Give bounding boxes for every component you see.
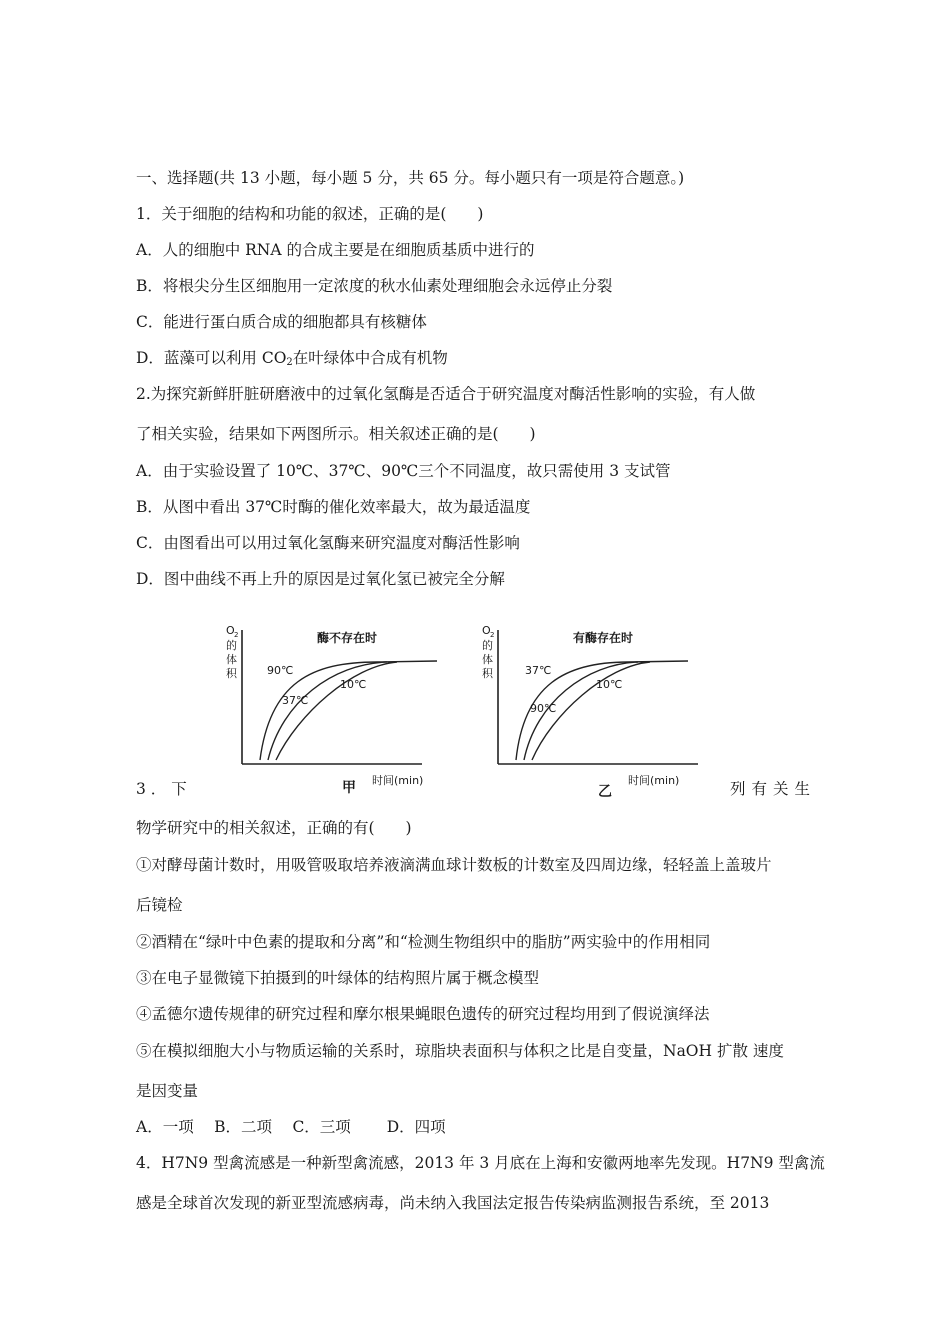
q1-option-d-sub: 2 bbox=[286, 357, 293, 368]
q3-item-1-cont: 后镜检 bbox=[136, 896, 183, 914]
q4-line2: 感是全球首次发现的新亚型流感病毒，尚未纳入我国法定报告传染病监测报告系统，至 2013 bbox=[136, 1194, 770, 1212]
chart-title: 有酶存在时 bbox=[573, 631, 634, 645]
q1-stem: 1．关于细胞的结构和功能的叙述，正确的是( ) bbox=[136, 205, 484, 223]
q2-option-b: B．从图中看出 37℃时酶的催化效率最大，故为最适温度 bbox=[136, 498, 531, 516]
y-label-o: O bbox=[482, 624, 491, 637]
chart-caption: 乙 bbox=[598, 784, 612, 800]
chart-caption: 甲 bbox=[342, 780, 356, 796]
x-axis-label: 时间(min) bbox=[372, 774, 424, 787]
q3-item-5: ⑤在模拟细胞大小与物质运输的关系时，琼脂块表面积与体积之比是自变量，NaOH 扩散 速度 bbox=[136, 1042, 784, 1060]
section-title: 一、选择题(共 13 小题，每小题 5 分，共 65 分。每小题只有一项是符合题意。) bbox=[136, 169, 685, 187]
series-37c-label: 37℃ bbox=[525, 664, 552, 677]
q3-stem-line2: 物学研究中的相关叙述，正确的有( ) bbox=[136, 819, 412, 837]
series-10c-label: 10℃ bbox=[596, 678, 623, 691]
q3-item-5-cont: 是因变量 bbox=[136, 1082, 199, 1100]
y-label-o: O bbox=[226, 624, 235, 637]
y-label-ti: 体 bbox=[482, 653, 493, 666]
q2-stem-line2: 了相关实验，结果如下两图所示。相关叙述正确的是( ) bbox=[136, 425, 536, 443]
y-label-sub: 2 bbox=[234, 631, 239, 639]
chart-jia bbox=[222, 622, 460, 802]
q3-first-line bbox=[136, 777, 816, 799]
q1-option-d-tail: 在叶绿体中合成有机物 bbox=[292, 349, 448, 367]
q3-number: 3 ． 下 bbox=[136, 780, 187, 798]
y-label-ji: 积 bbox=[482, 667, 493, 680]
q2-option-d: D．图中曲线不再上升的原因是过氧化氢已被完全分解 bbox=[136, 570, 505, 588]
series-10c-label: 10℃ bbox=[340, 678, 367, 691]
q3-item-3: ③在电子显微镜下拍摄到的叶绿体的结构照片属于概念模型 bbox=[136, 969, 540, 987]
chart-title: 酶不存在时 bbox=[317, 631, 378, 645]
q3-item-4: ④孟德尔遗传规律的研究过程和摩尔根果蝇眼色遗传的研究过程均用到了假说演绎法 bbox=[136, 1005, 710, 1023]
q3-item-1: ①对酵母菌计数时，用吸管吸取培养液滴满血球计数板的计数室及四周边缘，轻轻盖上盖玻片 bbox=[136, 856, 772, 874]
series-90c-label: 90℃ bbox=[267, 664, 294, 677]
series-10c-line bbox=[276, 662, 397, 760]
q1-option-a: A．人的细胞中 RNA 的合成主要是在细胞质基质中进行的 bbox=[136, 241, 535, 259]
series-90c-label: 90℃ bbox=[530, 702, 557, 715]
q2-option-a: A．由于实验设置了 10℃、37℃、90℃三个不同温度，故只需使用 3 支试管 bbox=[136, 462, 671, 480]
y-label-ji: 积 bbox=[226, 667, 237, 680]
q2-option-c: C．由图看出可以用过氧化氢酶来研究温度对酶活性影响 bbox=[136, 534, 520, 552]
q4-line1: 4．H7N9 型禽流感是一种新型禽流感，2013 年 3 月底在上海和安徽两地率先发现。H7N9 型禽流 bbox=[136, 1154, 825, 1172]
q1-option-b: B．将根尖分生区细胞用一定浓度的秋水仙素处理细胞会永远停止分裂 bbox=[136, 277, 613, 295]
y-label-ti: 体 bbox=[226, 653, 237, 666]
q2-stem-line1: 2.为探究新鲜肝脏研磨液中的过氧化氢酶是否适合于研究温度对酶活性影响的实验，有人做 bbox=[136, 385, 756, 403]
q3-item-2: ②酒精在“绿叶中色素的提取和分离”和“检测生物组织中的脂肪”两实验中的作用相同 bbox=[136, 933, 711, 951]
q1-option-d bbox=[136, 348, 448, 373]
q3-options: A．一项 B．二项 C．三项 D．四项 bbox=[136, 1118, 446, 1136]
y-label-de: 的 bbox=[482, 639, 493, 652]
series-37c-label: 37℃ bbox=[282, 694, 309, 707]
y-label-sub: 2 bbox=[490, 631, 495, 639]
q3-stem-tail: 列有关生 bbox=[729, 780, 816, 798]
q1-option-d-text: D．蓝藻可以利用 CO bbox=[136, 349, 287, 367]
x-axis-label: 时间(min) bbox=[628, 774, 680, 787]
q1-option-c: C．能进行蛋白质合成的细胞都具有核糖体 bbox=[136, 313, 427, 331]
chart-yi bbox=[478, 622, 716, 802]
y-label-de: 的 bbox=[226, 639, 237, 652]
